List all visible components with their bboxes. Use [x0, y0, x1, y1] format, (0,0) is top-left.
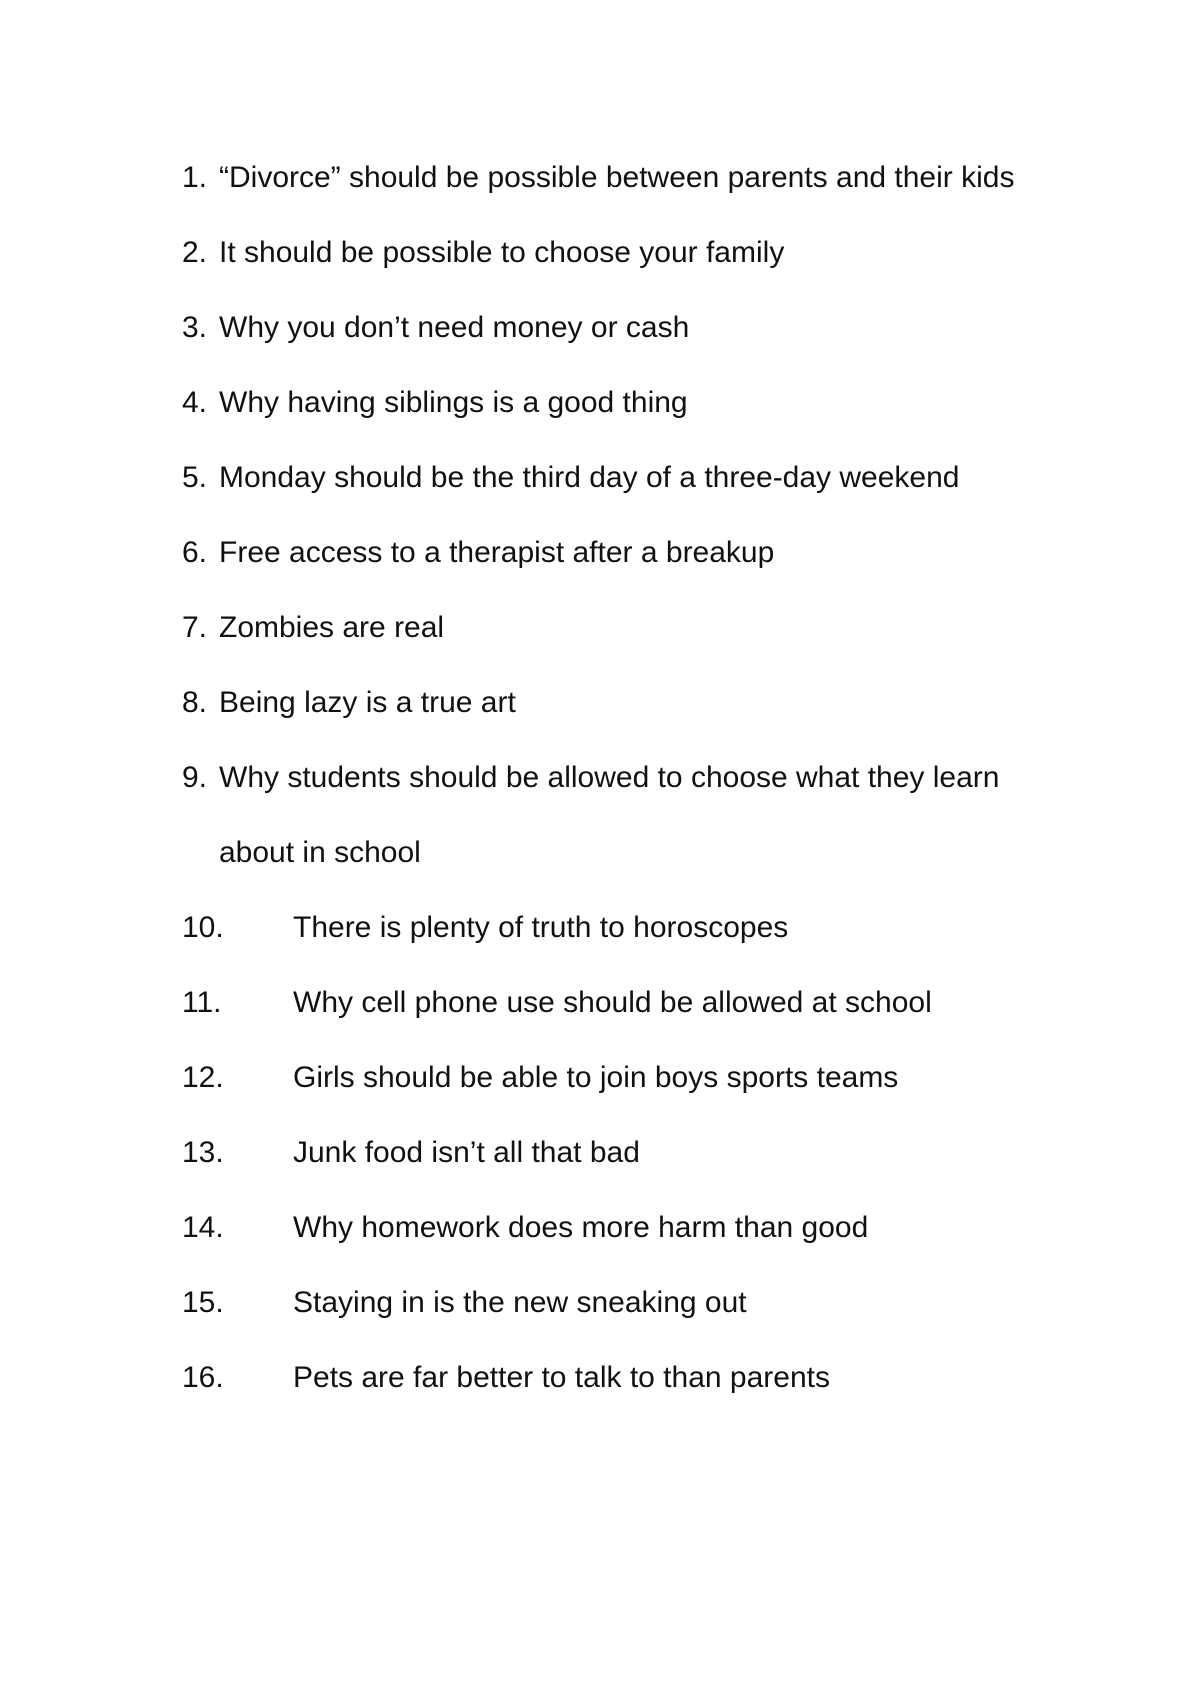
item-text: Staying in is the new sneaking out [293, 1286, 747, 1319]
list-item [182, 665, 1042, 740]
list-item [182, 290, 1042, 365]
list-item [182, 740, 1042, 890]
item-text: Junk food isn’t all that bad [293, 1136, 640, 1169]
item-text: Why having siblings is a good thing [219, 386, 688, 419]
list-item [182, 440, 1042, 515]
item-number: 3. [182, 311, 208, 344]
item-number: 9. [182, 761, 208, 794]
item-number: 14. [182, 1211, 224, 1244]
item-number: 16. [182, 1361, 224, 1394]
item-text: Monday should be the third day of a three-day weekend [219, 461, 960, 494]
item-number: 13. [182, 1136, 224, 1169]
list-item [182, 365, 1042, 440]
list-item [182, 590, 1042, 665]
list-item [182, 890, 1042, 965]
item-text: Zombies are real [219, 611, 445, 644]
item-number: 12. [182, 1061, 224, 1094]
item-number: 7. [182, 611, 208, 644]
item-text: Why cell phone use should be allowed at school [293, 986, 932, 1019]
list-item [182, 1340, 1042, 1415]
list-item [182, 1265, 1042, 1340]
list-item [182, 140, 1042, 215]
item-text: Why homework does more harm than good [293, 1211, 869, 1244]
list-item [182, 1190, 1042, 1265]
list-item [182, 1040, 1042, 1115]
item-number: 1. [182, 161, 208, 194]
item-text: “Divorce” should be possible between parents and their kids [219, 161, 1015, 194]
item-text: It should be possible to choose your family [219, 236, 785, 269]
list-item [182, 215, 1042, 290]
item-text: There is plenty of truth to horoscopes [293, 911, 789, 944]
item-text: Being lazy is a true art [219, 686, 516, 719]
item-text: Why you don’t need money or cash [219, 311, 690, 344]
item-number: 6. [182, 536, 208, 569]
item-number: 2. [182, 236, 208, 269]
item-number: 8. [182, 686, 208, 719]
item-text: Girls should be able to join boys sports teams [293, 1061, 899, 1094]
item-number: 4. [182, 386, 208, 419]
item-text: Free access to a therapist after a breakup [219, 536, 775, 569]
list-item [182, 515, 1042, 590]
topic-list [182, 140, 1042, 1415]
item-text: Why students should be allowed to choose what they learn about in school [219, 761, 1000, 869]
list-item [182, 965, 1042, 1040]
item-number: 5. [182, 461, 208, 494]
item-number: 10. [182, 911, 224, 944]
list-item [182, 1115, 1042, 1190]
item-number: 15. [182, 1286, 224, 1319]
item-number: 11. [182, 986, 222, 1019]
item-text: Pets are far better to talk to than parents [293, 1361, 830, 1394]
